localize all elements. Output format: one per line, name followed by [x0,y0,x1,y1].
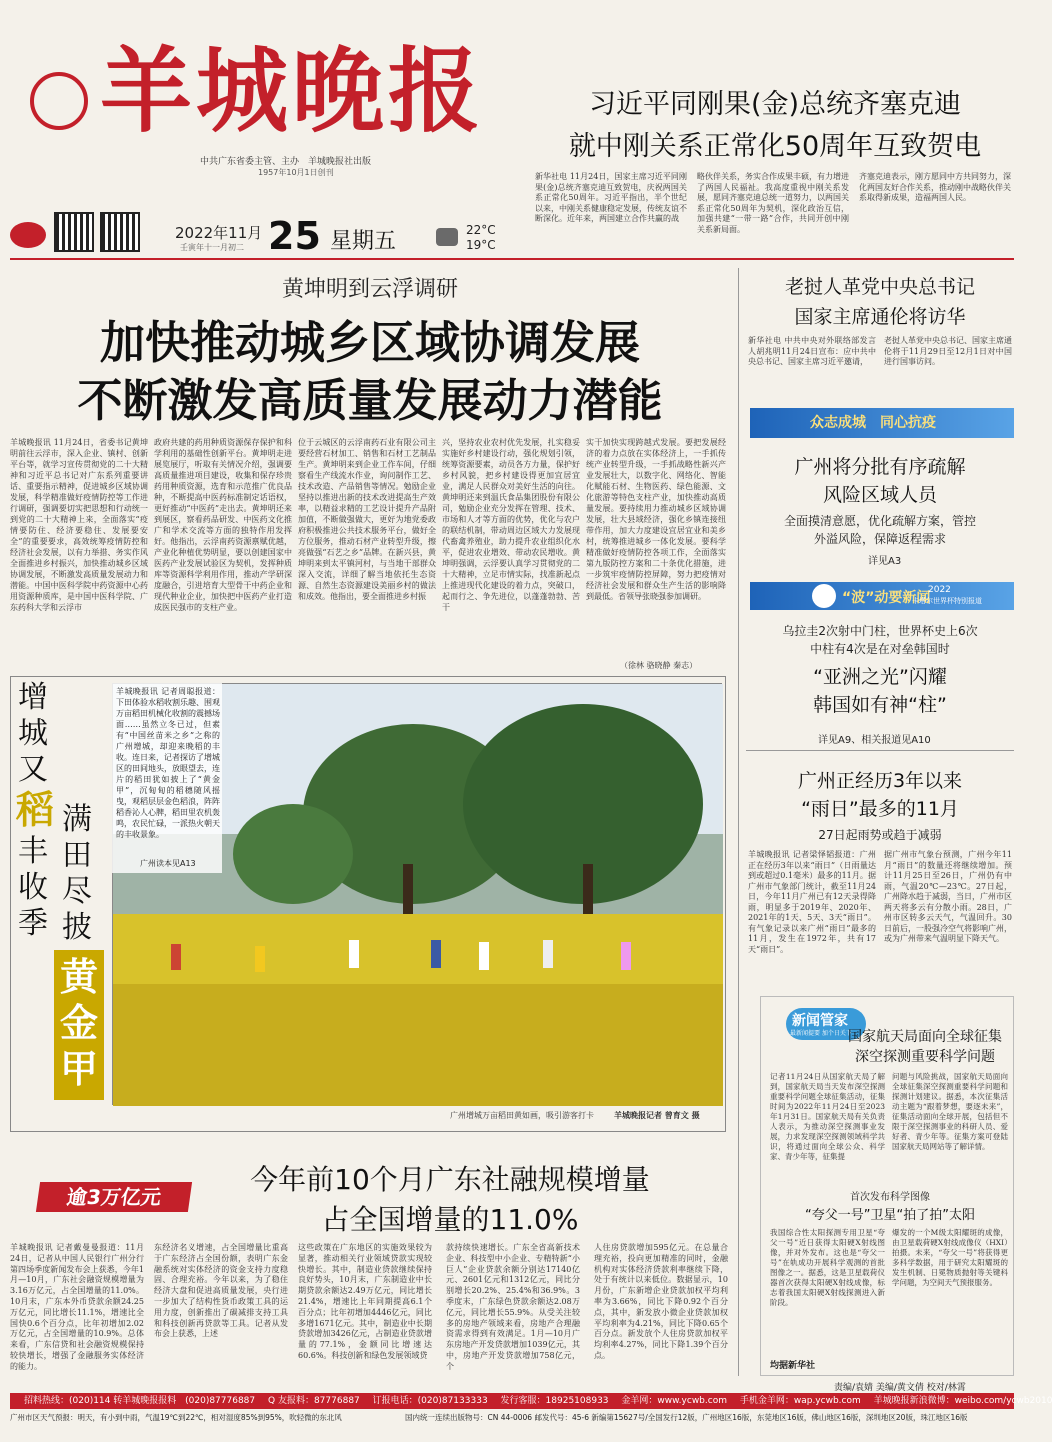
worldcup-year: 2022 [928,585,951,595]
rain-title-1: 广州正经历3年以来 [797,770,963,792]
rain-divider [746,750,1014,751]
worldcup-banner: “波”动要新闻 [842,590,931,606]
epidemic-banner: 众志成城 同心抗疫 [750,408,1014,438]
lead-col-2: 政府共建的药用种质资源保存保护和科学利用的基础性创新平台。黄坤明走进展览展厅，听取有关情况介绍，强调要高质量推进项目建设，收集和保存珍贵药用种质资源，选育和示范推广优良品种，不断提高中医药标准制定话语权，更好推动“中医药”走出去。黄坤明还来到展区，察看药品研发、中医药文化推广和学术交流等方面的独特作用发挥好。他指出，云浮南药资源禀赋优越，产业化种植优势明显，要以创建国家中医药产业发展试验区为契机，发挥种质库等资源科学利用作用，推动产学研深度融合，引进培育大型骨干中药企业和现代种业企业，加快把中医药产业打造成医民强市的支柱产业。 [154,438,292,612]
lead-col-3: 位于云城区的云浮南药石业有限公司主要经营石材加工、销售和石材工艺制品生产。黄坤明来到企业工作车间，仔细察看生产线流水作业，询问制作工艺、技术改造、产品销售等情况。勉励企业坚持以推进出新的技术改进提高生产效率，以精益求精的工艺设计提升产品附加值，不断做强做大，更好为地党委政府积极推进公共技术服务平台，做好全方位服务，推动石材产业转型升级，擦亮做强“石艺之乡”品牌。在新兴县，黄坤明来到太平镇河村，与当地干部群众深入交流，详细了解当地依托生态资源、自然生态资源建设美丽乡村的做法和成效。他指出，要全面推进乡村振 [298,438,436,601]
hotline-subscribe: 订报电话：(020)87133333 [372,1396,488,1406]
footer-hotline-bar [10,1393,1052,1409]
worldcup-title-1: “亚洲之光”闪耀 [813,666,947,688]
temp-low: 19°C [466,238,496,252]
rice-vertical-1: 增城又 [18,680,48,787]
photo-credit: 羊城晚报记者 曾育文 摄 [614,1111,700,1120]
weather-forecast-line: 广州市区天气预报：明天，有小到中雨，气温19℃到22℃，相对湿度85%到95%，吹轻微的东北风 [10,1413,342,1422]
masthead-rule [10,258,1014,260]
epidemic-sub-1: 全面摸清意愿，优化疏解方案，管控 [783,514,976,528]
space-col-1: 记者11月24日从国家航天局了解到，国家航天局当天发布深空探测重要科学问题全球征集活动，征集时间为2022年11月24日至2023年1月31日。国家航天局有关负责人表示，为推动深空探测事业发展，力求发现深空探测领域科学共识，将通过面向全球公众、科学家、青少年等，征集提 [770,1072,885,1161]
space-sub-kicker: 首次发布科学图像 [850,1192,930,1203]
top-story-col-1: 新华社电 11月24日，国家主席习近平同刚果(金)总统齐塞克迪互致贺电，庆祝两国关系正常化50周年。习近平指出，半个世纪以来，中刚关系健康稳定发展，传统友谊不断深化。近年来，两国建立合作共赢的战 [535,172,687,223]
worldcup-title-2: 韩国如有神“柱” [813,694,947,716]
space-sub-title: “夸父一号”卫星“拍了拍”太阳 [805,1208,975,1223]
laos-title-2: 国家主席通伦将访华 [794,306,966,328]
lead-byline: （徐林 骆晓静 秦志） [620,661,698,670]
space-banner-sub: 最新闻提要 加个日关下 [790,1030,852,1037]
hotline-news-tip: 招料热线：(020)114 转羊城晚报报料 [24,1396,177,1406]
hotline-service: 发行客服：18925108933 [500,1396,609,1406]
temp-high: 22°C [466,223,496,237]
founded-line: 1957年10月1日创刊 [258,168,334,177]
worldcup-intro-1: 乌拉圭2次射中门柱，世界杯史上6次 [782,624,978,638]
lead-headline-2: 不断激发高质量发展动力潜能 [77,374,663,427]
small-logo [10,222,46,248]
hotline-qq: Q 友报料：87776887 [268,1396,360,1406]
lead-col-5: 实干加快实现跨越式发展。要把发展经济的着力点放在实体经济上，一手抓传统产业转型升级，一手抓战略性新兴产业发展壮大，以数字化、网络化、智能化赋能石材、生物医药、绿色能源、文化旅游等特色支柱产业，加快推动高质量发展。要持续用力推动城乡区域协调发展，壮大县域经济，强化乡镇连接纽带作用，加大力度建设宜居宜业和美乡村，统筹推进城乡一体化发展。要科学精准做好疫情防控各项工作，全面落实第九版防控方案和二十条优化措施，进一步筑牢疫情防控屏障，努力把疫情对经济社会发展和群众生产生活的影响降到最低。省领导张晓强参加调研。 [586,438,726,601]
editors-line: 责编/袁婧 美编/黄文倩 校对/林霄 [834,1383,966,1393]
logo-emblem [30,72,88,130]
lead-headline-1: 加快推动城乡区域协调发展 [99,316,640,369]
qr-code-1[interactable] [54,212,94,252]
mobile-website-link[interactable]: 手机金羊网：wap.ycwb.com [739,1396,861,1406]
photo-caption: 广州增城万亩稻田黄如画，吸引游客打卡 [450,1111,594,1120]
space-byline: 均据新华社 [770,1361,816,1371]
rice-vertical-3: 丰收季 [18,834,48,941]
qr-code-2[interactable] [100,212,140,252]
finance-col-4: 款持续快速增长。广东全省高新技术企业、科技型中小企业、专精特新“小巨人”企业贷款余额分别达17140亿元、2601亿元和1312亿元，同比分别增长20.2%、25.4%和36.9%。3季度末，广东绿色贷款余额达2.08万亿元，同比增长55.9%。从受关注较多的房地产领域来看，房地产合理融资需求得到有效满足。1月—10月广东房地产开发贷款增加1039亿元，其中，房地产开发贷款增加758亿元，个 [446,1243,580,1371]
rain-col-2: 据广州市气象台预测，广州今年11月“雨日”的数量还将继续增加。预计11月25日至26日，广州仍有中雨，气温20℃—23℃。27日起，广州降水趋于减弱，当日，广州市区两天将多云有分散小雨。28日，广州市区转多云天气，气温回升。30日前后，一股强冷空气将影响广州，或为广州带来气温明显下降天气。 [884,850,1012,943]
finance-title-2: 占全国增量的11.0% [321,1203,579,1236]
trophy-icon [812,584,836,608]
rain-title-2: “雨日”最多的11月 [801,798,959,820]
newspaper-title: 羊城晚报 [100,37,485,145]
lead-col-1: 羊城晚报讯 11月24日，省委书记黄坤明前往云浮市，深入企业、镇村、创新平台等，就学习宣传贯彻党的二十大精神和习近平总书记对广东系列重要讲话、重要指示精神，促进城乡区域协调发展，科学精准做好疫情防控等工作进行调研，强调要切实把思想和行动统一到党的二十大精神上来，全面落实“疫情要防住、经济要稳住、发展要安全”的重要要求，高效统筹疫情防控和经济社会发展，以有力举措、务实作风全面推进乡村振兴，加快推动城乡区域协调发展，不断激发高质量发展动力和潜能。中国中医科学院中药资源中心药用资源种质库，是中国中医科学院、广东药科大学和云浮市 [10,438,148,612]
publisher-line: 中共广东省委主管、主办 羊城晚报社出版 [200,157,372,167]
rice-vertical-2: 稻 [16,788,55,832]
laos-col-1: 新华社电 中共中央对外联络部发言人胡兆明11月24日宣布：应中共中央总书记、国家主席习近平邀请， [748,336,876,366]
finance-col-2: 东经济名义增速，占全国增量比重高于广东经济占全国份额，表明广东金融系统对实体经济的资金支持力度稳固、合理充裕。今年以来，为了稳住经济大盘和促进高质量发展，央行进一步加大了结构性货币政策工具的运用力度，创新推出了碳减排支持工具和科技创新再贷款等工具。记者从发布会上获悉，上述 [154,1243,288,1339]
rice-vertical-4: 满田尽披 [62,802,92,945]
weibo-link[interactable]: 羊城晚报新浪微博：weibo.com/ycwb2010 [873,1396,1052,1406]
epidemic-sub-2: 外溢风险，保障返程需求 [813,532,946,546]
epidemic-ref: 详见A3 [868,556,902,567]
top-story-col-2: 略伙伴关系，务实合作成果丰硕，有力增进了两国人民福祉。我高度重视中刚关系发展，愿同齐塞克迪总统一道努力，以两国关系正常化50周年为契机，深化政治互信，加强共建“一带一路”合作，共同开创中刚关系新局面。 [697,172,849,234]
finance-col-3: 这些政策在广东地区的实施效果较为显著，推动相关行业领域贷款实现较快增长。其中，制造业贷款继续保持良好势头，10月末，广东制造业中长期贷款余额达2.49万亿元，同比增长21.4%，增速比上年同期提高6.1个百分点；比年初增加4446亿元，同比多增1671亿元。其中，制造业中长期贷款增加3426亿元，占制造业贷款增量的77.1%，金额同比增速达60.6%。科技创新和绿色发展领域贷 [298,1243,432,1360]
rain-sub: 27日起雨势或趋于减弱 [818,828,942,842]
lunar-date: 壬寅年十一月初二 [180,243,244,252]
rice-caption-ref: 广州读本见A13 [140,859,196,868]
column-divider [738,268,739,1376]
top-story-title-1: 习近平同刚果(金)总统齐塞克迪 [588,89,962,120]
rain-col-1: 羊城晚报讯 记者梁怿韬报道：广州正在经历3年以来“雨日”（日雨量达到或超过0.1毫米）最多的11月。据广州市气象部门统计，截至11月24日，今年11月广州已有12天录得降雨，明显多于2019年、2020年、2021年的1天、5天、3天“雨日”。有气象记录以来广州“雨日”最多的11月，发生在1972年，共有17天“雨日”。 [748,850,876,954]
website-link[interactable]: 金羊网：www.ycwb.com [621,1396,727,1406]
worldcup-banner-sub: 卡塔尔世界杯特别报道 [912,597,982,605]
epidemic-title-2: 风险区域人员 [822,484,937,506]
rice-vertical-5: 黄金甲 [54,950,104,1100]
hotline-news-tip-number: (020)87776887 [185,1396,256,1406]
space-title-1: 国家航天局面向全球征集 [848,1029,1002,1045]
space-col-4: 爆发的一个M级太阳耀斑的成像，由卫星载荷硬X射线成像仪（HXI）拍摄。未来，“夸父一号”将获得更多科学数据，用于研究太阳耀斑的发生机制、日冕物质抛射等关键科学问题，为空间天气预报服务。 [892,1228,1008,1287]
space-col-3: 我国综合性太阳探测专用卫星“夸父一号”近日获得太阳硬X射线图像，并对外发布。这也是“夸父一号”在轨成功开展科学观测的首批图像之一。据悉，这是卫星载荷仪器首次获得太阳硬X射线成像，标志着我国太阳硬X射线探测进入新阶段。 [770,1228,885,1307]
laos-col-2: 老挝人革党中央总书记、国家主席通伦将于11月29日至12月1日对中国进行国事访问。 [884,336,1012,366]
space-col-2: 问题与风险挑战，国家航天局面向全球征集深空探测重要科学问题和探测计划建议。据悉，本次征集活动主题为“跟着梦想，要逐未来”，征集活动面向全球开展，包括但不限于深空探测事业的科研人员、爱好者、青少年等。征集方案可登陆国家航天局网站等了解详情。 [892,1072,1008,1151]
worldcup-ref: 详见A9、相关报道见A10 [818,735,931,746]
weekday: 星期五 [330,229,397,254]
date-month: 2022年11月 [175,224,263,242]
finance-col-1: 羊城晚报讯 记者戴曼曼报道：11月24日，记者从中国人民银行广州分行第四场季度新闻发布会上获悉，今年1月—10月，广东社会融资规模增量为3.16万亿元，占全国增量的11.0%。10月末，广东本外币贷款余额24.25万亿元，同比增长11.1%，增速比全国快0.6个百分点，比年初增加2.02万亿元，占全国增量的10.9%。总体来看，广东信贷和社会融资规模保持较快增长，增强了金融服务实体经济的能力。 [10,1243,144,1371]
space-banner: 新闻管家 [792,1013,848,1029]
space-title-2: 深空探测重要科学问题 [855,1049,995,1065]
laos-title-1: 老挝人革党中央总书记 [784,276,975,298]
lead-kicker: 黄坤明到云浮调研 [281,277,458,302]
lead-col-4: 兴，坚持农业农村优先发展，扎实稳妥实施好乡村建设行动，强化规划引领，统筹资源要素，动员各方力量，保护好乡村风貌，把乡村建设得更加宜居宜业，满足人民群众对美好生活的向往。黄坤明还来到温氏食品集团股份有限公司，勉励企业充分发挥在管理、技术、市场和人才等方面的优势，优化与农户的联结机制，带动周边区域大力发展现代畜禽养殖业，助力提升农业组织化水平，促进农业增效、带动农民增收。黄坤明强调，云浮要认真学习贯彻党的二十大精神，立足市情实际，找准新起点上推进现代化建设的着力点，突破口，起而行之、争先进位，以蓬蓬勃勃、苦干 [442,438,580,612]
date-day: 25 [268,214,321,258]
finance-title-1: 今年前10个月广东社融规模增量 [250,1163,650,1196]
print-info-line: 国内统一连续出版物号：CN 44-0006 邮发代号：45-6 新编第15627号/全国发行12版，广州地区16版，东莞地区16版，佛山地区16版，深圳地区20版，珠江地区16版 [405,1413,968,1422]
finance-tag: 逾3万亿元 [36,1182,192,1212]
worldcup-intro-2: 中柱有4次是在对垒韩国时 [810,642,950,656]
rain-icon [436,228,458,246]
top-story-col-3: 齐塞克迪表示，刚方愿同中方共同努力，深化两国友好合作关系，推动刚中战略伙伴关系取得新成果，造福两国人民。 [859,172,1011,202]
rice-caption-body: 羊城晚报讯 记者周聪报道：下田体验水稻收割乐趣、围观万亩稻田机械化收割的震撼场面……虽然立冬已过，但素有“中国丝苗米之乡”之称的广州增城，却迎来晚稻的丰收。连日来，记者探访了增城区的田间地头，放眼望去，连片的稻田犹如披上了“黄金甲”，沉甸甸的稻穗随风摇曳，观稻层层金色稻浪，阵阵稻香沁人心脾，稻田里农机轰鸣，农民忙碌，一派热火朝天的丰收景象。 [116,687,220,839]
epidemic-title-1: 广州将分批有序疏解 [794,456,966,478]
top-story-title-2: 就中刚关系正常化50周年互致贺电 [568,131,982,162]
finance-col-5: 人住房贷款增加595亿元。在总量合理充裕，投向更加精准的同时，金融机构对实体经济贷款利率继续下降，处于有统计以来低位。数据显示，10月份，广东新增企业贷款加权平均利率为3.66%，同比下降0.92个百分点，其中，新发放小微企业贷款加权平均利率为4.21%，同比下降0.65个百分点。新发放个人住房贷款加权平均利率4.27%，同比下降1.39个百分点。 [594,1243,728,1360]
